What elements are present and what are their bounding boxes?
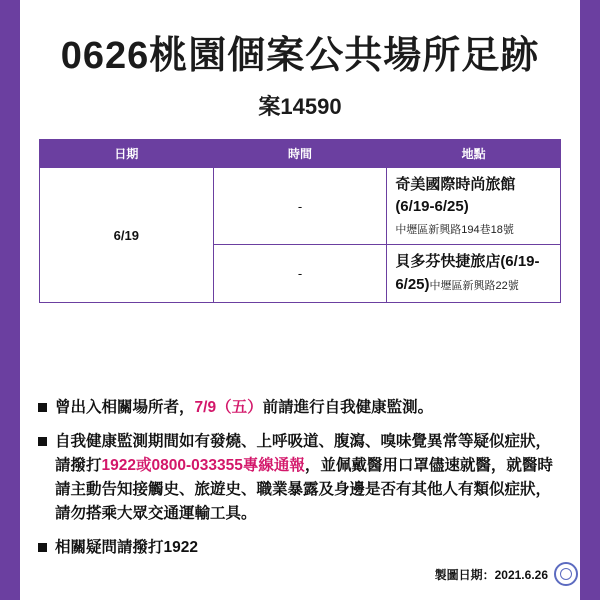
note-text <box>55 430 562 526</box>
cell-place <box>387 245 561 303</box>
note-part-highlight: 7/9（五） <box>194 399 263 416</box>
case-subtitle: 案14590 <box>258 93 342 119</box>
cell-time: - <box>213 167 387 245</box>
note-item <box>38 430 562 526</box>
table-header <box>40 139 561 167</box>
note-text <box>55 536 198 560</box>
circular-seal-icon <box>554 562 578 586</box>
place-address: 中壢區新興路22號 <box>429 279 519 292</box>
square-bullet-icon <box>38 437 47 446</box>
header-time: 時間 <box>213 139 387 167</box>
header-date: 日期 <box>40 139 214 167</box>
note-part: 自我健康監測期間如有發燒、上呼吸道、腹瀉、嗅味覺異常等疑似症狀，請撥打 <box>55 433 552 475</box>
place-name-line <box>395 174 552 219</box>
footer <box>435 562 578 586</box>
note-part: 曾出入相關場所者， <box>55 399 195 416</box>
table-header-row <box>40 139 561 167</box>
note-item <box>38 536 562 560</box>
square-bullet-icon <box>38 543 47 552</box>
note-part: ，並佩戴醫用口罩儘速就醫，就醫時請主動告知接觸史、旅遊史、職業暴露及身邊是否有其他人有類似症狀，請勿搭乘大眾交通運輸工具。 <box>55 457 553 523</box>
right-purple-bar <box>580 0 600 600</box>
table-row <box>40 167 561 245</box>
page-title: 0626桃園個案公共場所足跡 <box>60 35 540 77</box>
cell-time: - <box>213 245 387 303</box>
place-address-line <box>395 219 552 239</box>
left-purple-bar <box>0 0 20 600</box>
note-item <box>38 396 562 420</box>
table-body <box>40 167 561 303</box>
place-name-line <box>395 251 552 296</box>
header-place: 地點 <box>387 139 561 167</box>
cell-place <box>387 167 561 245</box>
note-text <box>55 396 433 420</box>
note-part-highlight: 1922或0800-033355專線通報 <box>101 457 305 475</box>
square-bullet-icon <box>38 403 47 412</box>
note-part: 前請進行自我健康監測。 <box>262 399 434 416</box>
place-name: 奇美國際時尚旅館(6/19-6/25) <box>395 175 516 216</box>
notes-section <box>38 396 562 570</box>
place-name: 貝多芬快捷旅店(6/19-6/25) <box>395 253 540 293</box>
note-part: 相關疑問請撥打1922 <box>55 539 198 557</box>
cell-date: 6/19 <box>40 167 214 303</box>
places-table <box>39 139 561 304</box>
chart-date-label: 製圖日期：2021.6.26 <box>434 567 548 582</box>
place-address: 中壢區新興路194巷18號 <box>395 223 514 236</box>
